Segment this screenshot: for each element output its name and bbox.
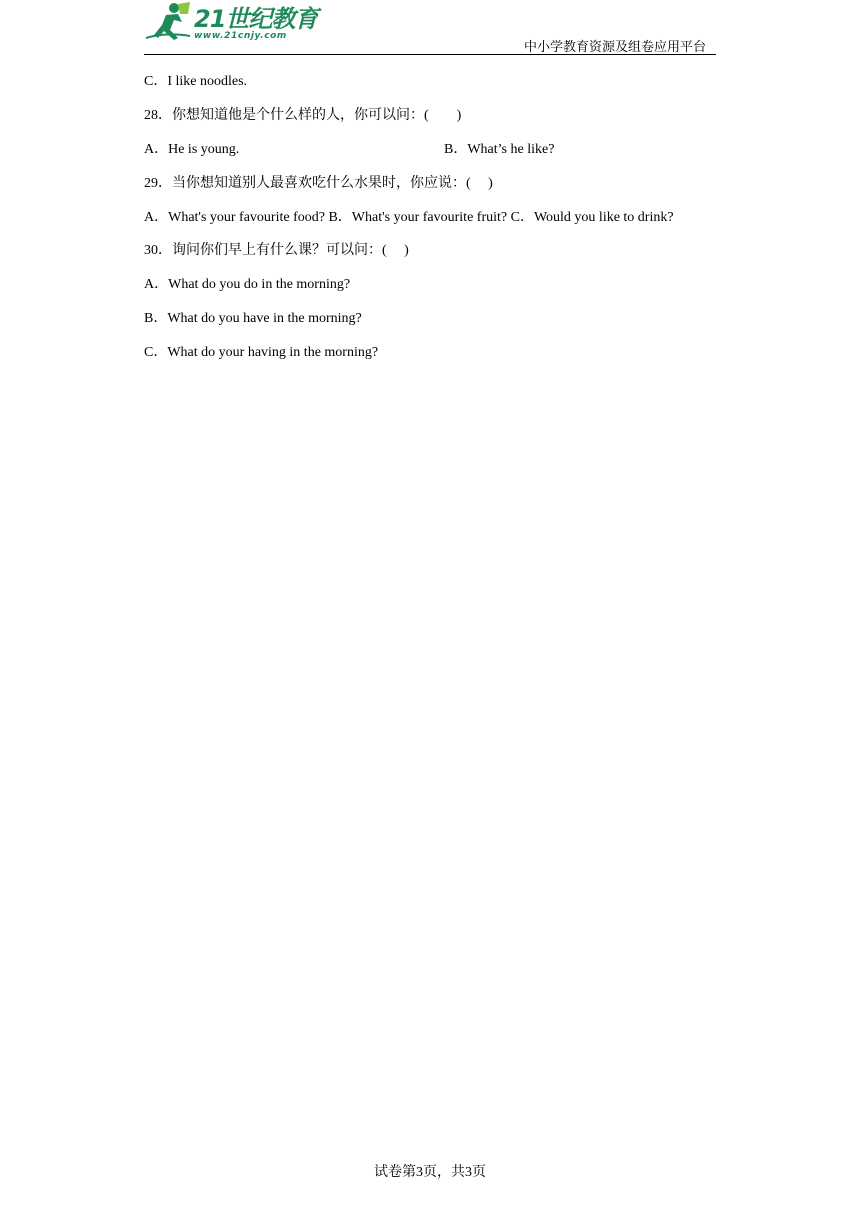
page-footer: 试卷第3页，共3页 <box>374 1165 486 1180</box>
question-30: 30．询问你们早上有什么课？可以问：( ) <box>144 243 409 258</box>
q30-option-c: C．What do your having in the morning? <box>144 345 379 360</box>
logo-url: www.21cnjy.com <box>194 31 287 41</box>
q28-option-b: B．What’s he like? <box>444 142 555 157</box>
q30-option-a: A．What do you do in the morning? <box>144 277 351 292</box>
q29-options: A．What's your favourite food? B．What's your favourite fruit? C．Would you like to drink? <box>144 210 674 225</box>
header-divider <box>144 54 716 55</box>
logo-text: 21世纪教育 <box>194 5 318 33</box>
q28-option-a: A．He is young. <box>144 142 240 157</box>
site-name: 中小学教育资源及组卷应用平台 <box>523 39 706 54</box>
q30-option-b: B．What do you have in the morning? <box>144 311 362 326</box>
question-29: 29．当你想知道别人最喜欢吃什么水果时，你应说：( ) <box>144 176 493 191</box>
page-header <box>144 0 716 56</box>
runner-logo-icon <box>144 0 192 44</box>
site-logo <box>144 0 344 44</box>
q27-option-c: C．I like noodles. <box>144 74 248 89</box>
question-28: 28．你想知道他是个什么样的人，你可以问：( ) <box>144 108 462 123</box>
